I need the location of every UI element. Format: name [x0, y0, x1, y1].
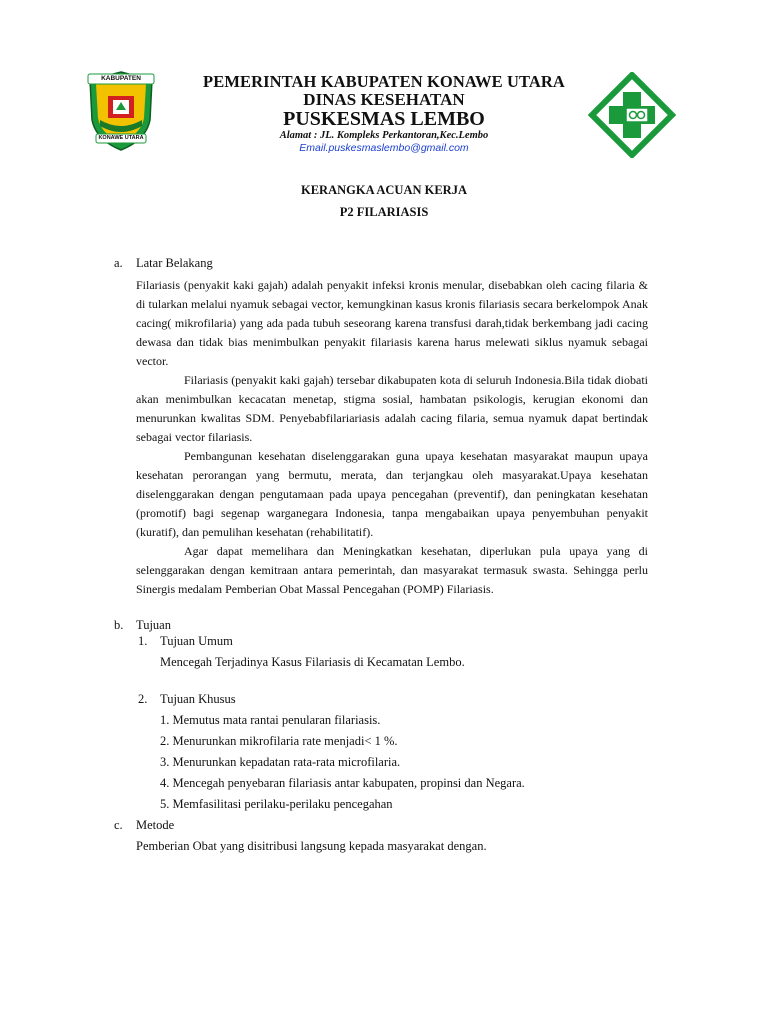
- letterhead-email: Email.puskesmaslembo@gmail.com: [299, 142, 469, 154]
- section-a-paragraph-1: Filariasis (penyakit kaki gajah) adalah penyakit infeksi kronis menular, disebabkan oleh cacing filaria & di tularkan melalui nyamuk sebagai vector, kemungkinan kasus kronis filariasis secara berkelompok Anak cacing( mikrofilaria) yang ada pada tubuh seseorang karena transfusi darah,tidak berkembang jadi cacing dewasa dan tidak bias menimbulkan penyakit filariasis karena harus melewati siklus nyamuk sebagai vector.: [136, 278, 648, 368]
- section-b-marker: b.: [114, 618, 124, 632]
- tujuan-khusus-item: 1. Memutus mata rantai penularan filariasis.: [160, 713, 381, 727]
- puskesmas-logo: [588, 72, 676, 158]
- letterhead-department: DINAS KESEHATAN: [303, 90, 465, 109]
- tujuan-khusus-item: 2. Menurunkan mikrofilaria rate menjadi< 1 %.: [160, 734, 398, 748]
- letterhead-government: PEMERINTAH KABUPATEN KONAWE UTARA: [203, 72, 565, 91]
- tujuan-khusus-item: 3. Menurunkan kepadatan rata-rata microfilaria.: [160, 755, 401, 769]
- tujuan-umum-number: 1.: [138, 634, 148, 648]
- document-subtitle: P2 FILARIASIS: [339, 205, 429, 219]
- tujuan-khusus-item: 4. Mencegah penyebaran filariasis antar kabupaten, propinsi dan Negara.: [160, 776, 525, 790]
- emblem-bottom-text: KONAWE UTARA: [98, 135, 144, 141]
- tujuan-umum-label: Tujuan Umum: [160, 634, 233, 648]
- section-b-heading: Tujuan: [136, 618, 171, 632]
- letterhead-puskesmas: PUSKESMAS LEMBO: [283, 108, 485, 130]
- section-c-text: Pemberian Obat yang disitribusi langsung kepada masyarakat dengan.: [136, 839, 487, 853]
- document-title: KERANGKA ACUAN KERJA: [301, 183, 467, 197]
- section-a-paragraph-2: Filariasis (penyakit kaki gajah) tersebar dikabupaten kota di seluruh Indonesia.Bila tidak diobati akan menimbulkan kecacatan menetap, stigma sosial, hambatan psikologis, kerugian ekonomi dan menurunkan kwalitas SDM. Penyebabfilariariasis adalah cacing filaria, semua nyamuk dapat bertindak sebagai vector filariasis.: [136, 373, 648, 444]
- section-a-heading: Latar Belakang: [136, 256, 213, 270]
- section-a-paragraph-3: Pembangunan kesehatan diselenggarakan guna upaya kesehatan masyarakat maupun upaya kesehatan perorangan yang bermutu, merata, dan terjangkau oleh masyarakat.Upaya kesehatan diselenggarakan dengan pengutamaan pada upaya pencegahan (preventif), dan peningkatan kesehatan (promotif) bagi segenap warganegara Indonesia, tanpa mengabaikan upaya penyembuhan penyakit (kuratif), dan pemulihan kesehatan (rehabilitatif).: [136, 449, 648, 539]
- letterhead-address: Alamat : JL. Kompleks Perkantoran,Kec.Lembo: [279, 130, 489, 141]
- section-a-marker: a.: [114, 256, 123, 270]
- section-c-marker: c.: [114, 818, 123, 832]
- letterhead: [0, 60, 768, 170]
- tujuan-khusus-label: Tujuan Khusus: [160, 692, 236, 706]
- section-c-heading: Metode: [136, 818, 175, 832]
- section-a-paragraph-4: Agar dapat memelihara dan Meningkatkan kesehatan, diperlukan pula upaya yang di selenggarakan dengan kemitraan antara pemerintah, dan masyarakat termasuk swasta. Sehingga perlu Sinergis medalam Pemberian Obat Massal Pencegahan (POMP) Filariasis.: [136, 544, 648, 596]
- tujuan-umum-text: Mencegah Terjadinya Kasus Filariasis di Kecamatan Lembo.: [160, 655, 465, 669]
- tujuan-khusus-number: 2.: [138, 692, 148, 706]
- emblem-top-text: KABUPATEN: [101, 75, 141, 82]
- tujuan-khusus-item: 5. Memfasilitasi perilaku-perilaku pencegahan: [160, 797, 393, 811]
